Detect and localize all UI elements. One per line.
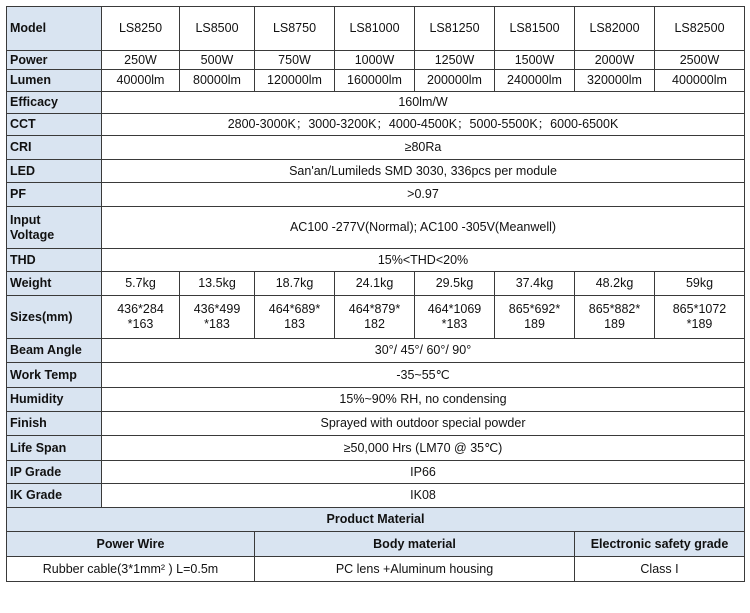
weight-cell: 5.7kg (102, 272, 180, 296)
product-material-title: Product Material (7, 508, 745, 532)
model-cell: LS81250 (415, 7, 495, 51)
ip-grade-value: IP66 (102, 461, 745, 484)
electronic-safety-grade-value: Class I (575, 557, 745, 582)
power-cell: 1000W (335, 51, 415, 70)
model-cell: LS81500 (495, 7, 575, 51)
lumen-cell: 40000lm (102, 70, 180, 92)
weight-cell: 48.2kg (575, 272, 655, 296)
model-cell: LS81000 (335, 7, 415, 51)
life-span-row (7, 436, 745, 461)
size-line1: 436*499 (193, 302, 241, 316)
size-line2: *189 (686, 317, 713, 331)
humidity-row (7, 388, 745, 412)
ik-grade-label: IK Grade (7, 484, 102, 508)
power-cell: 1500W (495, 51, 575, 70)
pf-label: PF (7, 183, 102, 207)
model-cell: LS82500 (655, 7, 745, 51)
size-cell (102, 296, 180, 339)
thd-row (7, 249, 745, 272)
life-span-label: Life Span (7, 436, 102, 461)
work-temp-label: Work Temp (7, 363, 102, 388)
led-value: San'an/Lumileds SMD 3030, 336pcs per module (102, 160, 745, 183)
weight-cell: 18.7kg (255, 272, 335, 296)
spec-table (6, 6, 745, 582)
beam-angle-value: 30°/ 45°/ 60°/ 90° (102, 339, 745, 363)
power-cell: 1250W (415, 51, 495, 70)
spec-sheet (6, 6, 744, 582)
power-cell: 2000W (575, 51, 655, 70)
lumen-cell: 160000lm (335, 70, 415, 92)
cct-value: 2800-3000K；3000-3200K；4000-4500K；5000-5500K；6000-6500K (102, 114, 745, 136)
size-line2: 189 (604, 317, 625, 331)
cct-row (7, 114, 745, 136)
lumen-cell: 80000lm (180, 70, 255, 92)
beam-angle-row (7, 339, 745, 363)
power-row (7, 51, 745, 70)
size-line2: *183 (204, 317, 230, 331)
material-value-row (7, 557, 745, 582)
lumen-cell: 240000lm (495, 70, 575, 92)
size-line2: 182 (364, 317, 385, 331)
size-cell (495, 296, 575, 339)
power-wire-value: Rubber cable(3*1mm² ) L=0.5m (7, 557, 255, 582)
size-line2: 189 (524, 317, 545, 331)
model-cell: LS82000 (575, 7, 655, 51)
thd-value: 15%<THD<20% (102, 249, 745, 272)
size-line1: 464*879* (348, 302, 401, 316)
ik-grade-row (7, 484, 745, 508)
weight-row (7, 272, 745, 296)
size-cell (255, 296, 335, 339)
model-row (7, 7, 745, 51)
led-row (7, 160, 745, 183)
ip-grade-label: IP Grade (7, 461, 102, 484)
lumen-cell: 200000lm (415, 70, 495, 92)
led-label: LED (7, 160, 102, 183)
input-voltage-label (7, 207, 102, 249)
size-line1: 865*1072 (672, 302, 727, 316)
thd-label: THD (7, 249, 102, 272)
model-label: Model (7, 7, 102, 51)
size-line2: 183 (284, 317, 305, 331)
power-cell: 750W (255, 51, 335, 70)
weight-cell: 29.5kg (415, 272, 495, 296)
ik-grade-value: IK08 (102, 484, 745, 508)
material-header-row (7, 532, 745, 557)
lumen-cell: 400000lm (655, 70, 745, 92)
input-voltage-value: AC100 -277V(Normal); AC100 -305V(Meanwell) (102, 207, 745, 249)
power-cell: 2500W (655, 51, 745, 70)
cct-label: CCT (7, 114, 102, 136)
power-cell: 500W (180, 51, 255, 70)
size-line1: 865*692* (508, 302, 561, 316)
size-line1: 464*689* (268, 302, 321, 316)
finish-value: Sprayed with outdoor special powder (102, 412, 745, 436)
body-material-value: PC lens +Aluminum housing (255, 557, 575, 582)
product-material-title-row (7, 508, 745, 532)
beam-angle-label: Beam Angle (7, 339, 102, 363)
life-span-value: ≥50,000 Hrs (LM70 @ 35℃) (102, 436, 745, 461)
size-cell (415, 296, 495, 339)
lumen-row (7, 70, 745, 92)
model-cell: LS8500 (180, 7, 255, 51)
weight-cell: 59kg (655, 272, 745, 296)
efficacy-value: 160lm/W (102, 92, 745, 114)
model-cell: LS8250 (102, 7, 180, 51)
size-cell (335, 296, 415, 339)
model-cell: LS8750 (255, 7, 335, 51)
lumen-cell: 320000lm (575, 70, 655, 92)
power-cell: 250W (102, 51, 180, 70)
cri-label: CRI (7, 136, 102, 160)
weight-cell: 37.4kg (495, 272, 575, 296)
lumen-label: Lumen (7, 70, 102, 92)
weight-cell: 24.1kg (335, 272, 415, 296)
efficacy-label: Efficacy (7, 92, 102, 114)
size-cell (575, 296, 655, 339)
work-temp-value: -35~55℃ (102, 363, 745, 388)
humidity-value: 15%~90% RH, no condensing (102, 388, 745, 412)
cri-value: ≥80Ra (102, 136, 745, 160)
power-wire-header: Power Wire (7, 532, 255, 557)
body-material-header: Body material (255, 532, 575, 557)
work-temp-row (7, 363, 745, 388)
sizes-row (7, 296, 745, 339)
size-line1: 436*284 (117, 302, 164, 316)
sizes-label: Sizes(mm) (7, 296, 102, 339)
finish-row (7, 412, 745, 436)
input-voltage-row (7, 207, 745, 249)
input-voltage-label-line2: Voltage (10, 227, 55, 242)
input-voltage-label-line1: Input (10, 212, 41, 227)
size-cell (655, 296, 745, 339)
efficacy-row (7, 92, 745, 114)
weight-cell: 13.5kg (180, 272, 255, 296)
pf-row (7, 183, 745, 207)
cri-row (7, 136, 745, 160)
ip-grade-row (7, 461, 745, 484)
power-label: Power (7, 51, 102, 70)
weight-label: Weight (7, 272, 102, 296)
electronic-safety-grade-header: Electronic safety grade (575, 532, 745, 557)
size-line2: *183 (441, 317, 468, 331)
size-line1: 464*1069 (427, 302, 482, 316)
size-cell (180, 296, 255, 339)
pf-value: >0.97 (102, 183, 745, 207)
lumen-cell: 120000lm (255, 70, 335, 92)
size-line2: *163 (127, 317, 154, 331)
humidity-label: Humidity (7, 388, 102, 412)
size-line1: 865*882* (588, 302, 641, 316)
finish-label: Finish (7, 412, 102, 436)
